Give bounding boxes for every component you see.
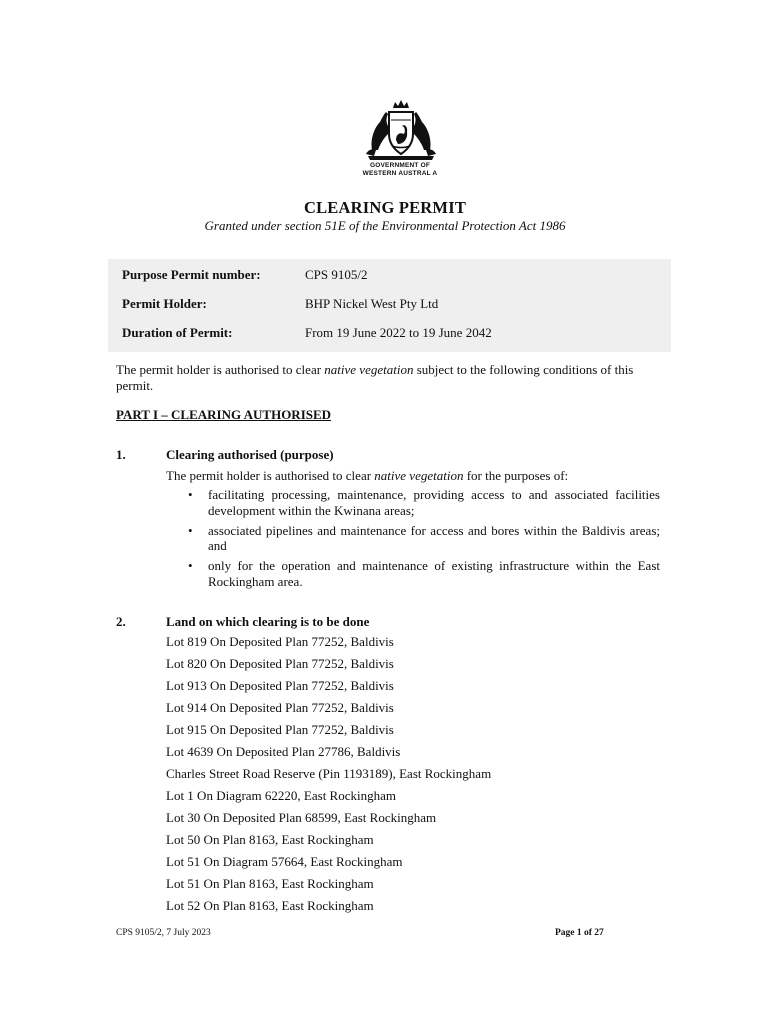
footer-page-number: Page 1 of 27 — [555, 928, 604, 938]
footer-document-ref: CPS 9105/2, 7 July 2023 — [116, 928, 211, 938]
land-lot-item: Lot 914 On Deposited Plan 77252, Baldivis — [166, 700, 394, 715]
land-lot-list — [166, 634, 491, 920]
section-1-text — [166, 468, 568, 484]
land-lot-item: Charles Street Road Reserve (Pin 1193189), East Rockingham — [166, 766, 492, 781]
purpose-bullet-item — [166, 558, 660, 589]
document-title: CLEARING PERMIT — [303, 198, 467, 217]
permit-holder-label: Permit Holder: — [122, 296, 207, 311]
permit-number-label: Purpose Permit number: — [122, 267, 261, 282]
permit-duration-label: Duration of Permit: — [122, 325, 233, 340]
section-1-heading: Clearing authorised (purpose) — [166, 447, 334, 462]
land-lot-item: Lot 820 On Deposited Plan 77252, Baldivis — [166, 656, 394, 671]
land-lot-item: Lot 30 On Deposited Plan 68599, East Rockingham — [166, 810, 437, 825]
government-line-2: WESTERN AUSTRAL A — [362, 170, 438, 177]
permit-info-box — [108, 259, 671, 352]
document-subtitle: Granted under section 51E of the Environmental Protection Act 1986 — [204, 218, 566, 233]
crest-graphic — [362, 100, 440, 162]
purpose-bullet-item — [166, 487, 660, 518]
section-2-number: 2. — [116, 614, 126, 629]
part-heading: PART I – CLEARING AUTHORISED — [116, 407, 332, 422]
government-line-1: GOVERNMENT OF — [369, 162, 431, 169]
land-lot-item: Lot 4639 On Deposited Plan 27786, Baldivis — [166, 744, 401, 759]
section-1-term: native vegetation — [374, 468, 464, 483]
government-label — [340, 162, 460, 178]
bullet-icon: • — [188, 522, 193, 538]
section-1-text-after: for the purposes of: — [463, 468, 569, 483]
intro-text-after: subject to the following conditions of this permit. — [116, 362, 634, 393]
land-lot-item: Lot 52 On Plan 8163, East Rockingham — [166, 898, 374, 913]
purpose-bullet-list — [166, 487, 660, 594]
permit-duration-value: From 19 June 2022 to 19 June 2042 — [305, 325, 492, 340]
purpose-bullet-item — [166, 523, 660, 554]
section-1-number: 1. — [116, 447, 126, 462]
intro-term: native vegetation — [324, 362, 414, 377]
permit-number-value: CPS 9105/2 — [305, 267, 368, 282]
intro-paragraph — [116, 362, 666, 394]
purpose-bullet-text: facilitating processing, maintenance, providing access to and associated facilities development within the Kwinana areas; — [208, 487, 660, 518]
land-lot-item: Lot 1 On Diagram 62220, East Rockingham — [166, 788, 396, 803]
land-lot-item: Lot 51 On Plan 8163, East Rockingham — [166, 876, 374, 891]
land-lot-item: Lot 913 On Deposited Plan 77252, Baldivis — [166, 678, 394, 693]
purpose-bullet-text: associated pipelines and maintenance for access and bores within the Baldivis areas; and — [208, 522, 660, 553]
bullet-icon: • — [188, 487, 193, 502]
permit-holder-value: BHP Nickel West Pty Ltd — [305, 296, 439, 311]
land-lot-item: Lot 819 On Deposited Plan 77252, Baldivis — [166, 634, 394, 649]
intro-text-before: The permit holder is authorised to clear — [116, 362, 325, 377]
section-2-heading: Land on which clearing is to be done — [166, 614, 370, 629]
bullet-icon: • — [188, 558, 193, 573]
land-lot-item: Lot 915 On Deposited Plan 77252, Baldivis — [166, 722, 394, 737]
land-lot-item: Lot 50 On Plan 8163, East Rockingham — [166, 832, 374, 847]
section-1-text-before: The permit holder is authorised to clear — [166, 468, 375, 483]
purpose-bullet-text: only for the operation and maintenance of existing infrastructure within the East Rockingham area. — [208, 558, 660, 589]
land-lot-item: Lot 51 On Diagram 57664, East Rockingham — [166, 854, 403, 869]
